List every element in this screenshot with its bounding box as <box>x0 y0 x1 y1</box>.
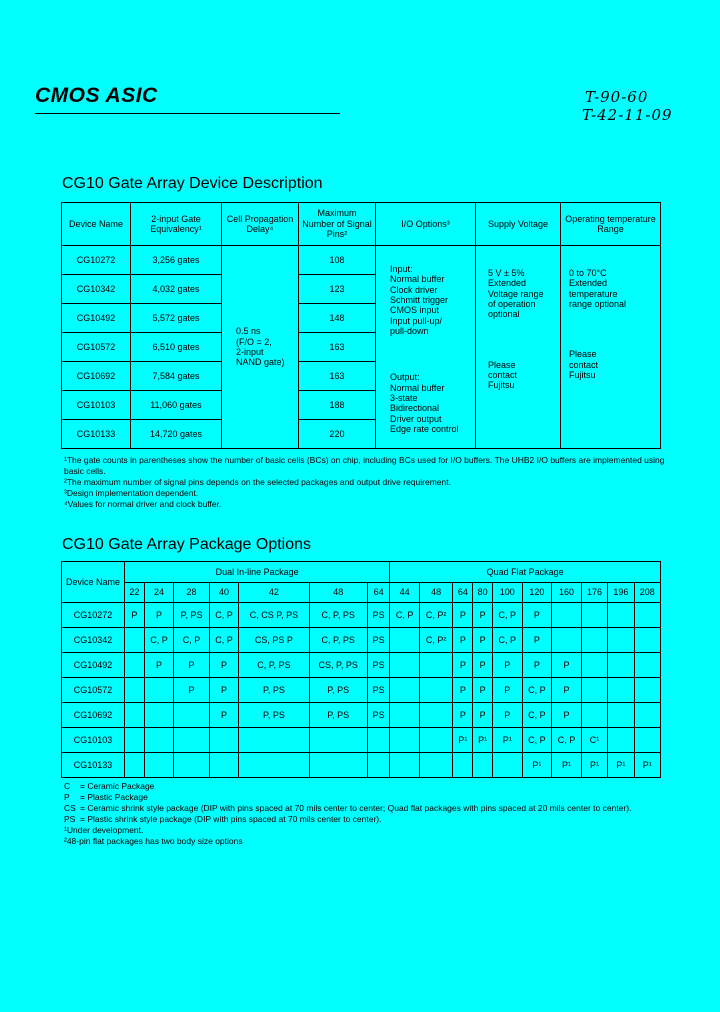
package-cell: C, P <box>492 628 522 653</box>
table-row <box>62 603 661 628</box>
package-cell: P¹ <box>581 753 607 778</box>
package-cell <box>144 678 174 703</box>
package-cell <box>634 628 660 653</box>
header-device-name: Device Name <box>62 203 131 246</box>
spacer <box>390 336 471 372</box>
signal-pins: 163 <box>299 333 376 362</box>
temp-line: 0 to 70°C <box>569 268 607 278</box>
pin-count: 44 <box>390 583 420 603</box>
package-cell <box>581 703 607 728</box>
gate-count: 5,572 gates <box>131 304 222 333</box>
device-name: CG10133 <box>62 420 131 449</box>
device-name: CG10492 <box>62 304 131 333</box>
device-name: CG10342 <box>62 628 125 653</box>
pin-count-row <box>62 583 661 603</box>
package-cell <box>367 753 389 778</box>
device-name: CG10133 <box>62 753 125 778</box>
package-cell <box>239 728 309 753</box>
temp-line: temperature <box>569 288 618 299</box>
package-cell <box>419 753 453 778</box>
footnote: ¹The gate counts in parentheses show the number of basic cells (BCs) on chip, including BCs used for I/O buffers. The UHB2 I/O buffers are implemented using basic cells. <box>64 455 665 477</box>
table-row <box>62 703 661 728</box>
io-line: pull-down <box>390 326 429 337</box>
header-gate-equivalency: 2-input Gate Equivalency¹ <box>131 203 222 246</box>
supply-line: Voltage range <box>488 288 544 299</box>
package-cell <box>608 603 634 628</box>
header-temperature-range: Operating temperature Range <box>561 203 661 246</box>
temp-line: range optional <box>569 299 627 310</box>
pin-count: 160 <box>552 583 582 603</box>
package-cell: C, P² <box>419 603 453 628</box>
supply-line: Fujitsu <box>488 380 515 391</box>
device-name: CG10103 <box>62 728 125 753</box>
package-legend <box>64 781 684 847</box>
signal-pins: 123 <box>299 275 376 304</box>
package-cell: PS <box>367 628 389 653</box>
pin-count: 48 <box>419 583 453 603</box>
legend-item <box>64 814 684 825</box>
signal-pins: 188 <box>299 391 376 420</box>
package-cell: P <box>174 678 209 703</box>
package-cell: P <box>473 703 493 728</box>
gate-count: 3,256 gates <box>131 246 222 275</box>
package-cell: C, P <box>522 678 552 703</box>
package-cell <box>608 628 634 653</box>
package-cell <box>125 703 145 728</box>
supply-line: 5 V ± 5% <box>488 268 525 278</box>
package-cell <box>209 753 239 778</box>
gate-count: 6,510 gates <box>131 333 222 362</box>
device-name: CG10272 <box>62 603 125 628</box>
package-cell <box>390 653 420 678</box>
package-cell: P <box>473 678 493 703</box>
package-cell <box>309 753 367 778</box>
io-line: Edge rate control <box>390 424 459 435</box>
package-cell <box>608 678 634 703</box>
signal-pins: 108 <box>299 246 376 275</box>
package-cell: P <box>522 628 552 653</box>
header-supply-voltage: Supply Voltage <box>476 203 561 246</box>
pin-count: 64 <box>367 583 389 603</box>
pin-count: 22 <box>125 583 145 603</box>
package-cell: P <box>492 678 522 703</box>
package-cell <box>419 678 453 703</box>
device-name: CG10572 <box>62 678 125 703</box>
package-cell <box>125 753 145 778</box>
delay-line: (F/O = 2, <box>236 336 272 347</box>
table-row <box>62 753 661 778</box>
description-title: CG10 Gate Array Device Description <box>62 175 323 192</box>
package-cell: C, P, PS <box>309 628 367 653</box>
package-cell: PS <box>367 703 389 728</box>
package-cell <box>552 603 582 628</box>
package-cell: P <box>125 603 145 628</box>
temp-line: Fujitsu <box>569 370 596 381</box>
io-line: Input pull-up/ <box>390 315 443 326</box>
package-cell: P¹ <box>492 728 522 753</box>
package-cell <box>390 703 420 728</box>
temp-line: contact <box>569 359 599 370</box>
package-cell: P, PS <box>239 678 309 703</box>
package-cell <box>552 628 582 653</box>
temperature-range-cell <box>561 246 661 449</box>
package-cell: P <box>473 603 493 628</box>
package-options-title: CG10 Gate Array Package Options <box>62 536 312 553</box>
footnote: ²The maximum number of signal pins depends on the selected packages and output drive requirement. <box>64 477 451 488</box>
package-cell <box>209 728 239 753</box>
io-line: 3-state <box>390 393 418 404</box>
pin-count: 196 <box>608 583 634 603</box>
package-cell <box>581 603 607 628</box>
supply-voltage-cell <box>476 246 561 449</box>
package-cell: C, P, PS <box>309 603 367 628</box>
package-cell: C, P <box>144 628 174 653</box>
legend-text: = Ceramic Package <box>80 781 155 791</box>
package-cell: P <box>473 628 493 653</box>
header-row <box>62 562 661 583</box>
device-name: CG10692 <box>62 362 131 391</box>
package-cell: P¹ <box>634 753 660 778</box>
package-cell <box>174 703 209 728</box>
package-cell <box>144 703 174 728</box>
device-name: CG10572 <box>62 333 131 362</box>
package-cell <box>390 753 420 778</box>
spacer <box>569 309 656 349</box>
package-cell <box>634 703 660 728</box>
header-row <box>62 203 661 246</box>
package-cell: C, P <box>522 703 552 728</box>
package-cell: P, PS <box>174 603 209 628</box>
io-line: Input: <box>390 264 413 274</box>
package-cell <box>492 753 522 778</box>
package-cell <box>634 603 660 628</box>
package-cell: P¹ <box>552 753 582 778</box>
legend-item <box>64 792 684 803</box>
io-line: Clock driver <box>390 284 438 295</box>
device-name: CG10492 <box>62 653 125 678</box>
package-cell: P <box>144 653 174 678</box>
signal-pins: 163 <box>299 362 376 391</box>
package-cell: P <box>522 603 552 628</box>
temp-line: Please <box>569 349 597 360</box>
gate-count: 7,584 gates <box>131 362 222 391</box>
pin-count: 42 <box>239 583 309 603</box>
package-cell: C, P <box>492 603 522 628</box>
spacer <box>488 320 556 360</box>
header-signal-pins: Maximum Number of Signal Pins² <box>299 203 376 246</box>
legend-key: C <box>64 781 71 791</box>
pin-count: 28 <box>174 583 209 603</box>
package-cell: PS <box>367 678 389 703</box>
io-line: CMOS input <box>390 305 440 316</box>
package-cell <box>634 678 660 703</box>
package-rows <box>62 603 661 778</box>
package-cell: C, P <box>209 603 239 628</box>
pin-count: 64 <box>453 583 473 603</box>
package-cell: P <box>453 628 473 653</box>
package-cell <box>419 728 453 753</box>
package-cell <box>239 753 309 778</box>
package-cell: P <box>492 703 522 728</box>
package-cell <box>125 653 145 678</box>
table-row <box>62 653 661 678</box>
package-cell <box>390 728 420 753</box>
package-cell <box>634 728 660 753</box>
pin-count: 176 <box>581 583 607 603</box>
package-cell <box>419 703 453 728</box>
description-footnotes <box>64 455 674 510</box>
footnote: ⁴Values for normal driver and clock buffer. <box>64 499 222 510</box>
package-cell <box>473 753 493 778</box>
package-cell <box>367 728 389 753</box>
pin-count: 48 <box>309 583 367 603</box>
package-cell: C, CS P, PS <box>239 603 309 628</box>
device-description-table <box>61 202 661 449</box>
package-cell: P <box>522 653 552 678</box>
package-cell: C, P <box>522 728 552 753</box>
package-cell: P <box>209 703 239 728</box>
supply-line: Extended <box>488 278 527 289</box>
gate-count: 11,060 gates <box>131 391 222 420</box>
pin-count: 24 <box>144 583 174 603</box>
footnote: ²48-pin flat packages has two body size options <box>64 836 243 847</box>
package-cell <box>390 628 420 653</box>
io-line: Normal buffer <box>390 274 445 285</box>
signal-pins: 148 <box>299 304 376 333</box>
pin-count: 80 <box>473 583 493 603</box>
io-line: Bidirectional <box>390 403 440 414</box>
header-propagation-delay: Cell Propagation Delay⁴ <box>222 203 299 246</box>
supply-line: optional <box>488 309 520 320</box>
package-cell: P <box>492 653 522 678</box>
package-cell: C, P, PS <box>239 653 309 678</box>
package-cell <box>419 653 453 678</box>
pin-count: 208 <box>634 583 660 603</box>
handwritten-code-2: T-42-11-09 <box>582 106 673 124</box>
package-cell <box>581 653 607 678</box>
package-cell: C, P <box>390 603 420 628</box>
supply-line: contact <box>488 370 518 381</box>
package-cell <box>144 728 174 753</box>
package-cell: C¹ <box>581 728 607 753</box>
package-cell: P <box>209 678 239 703</box>
header-device-name: Device Name <box>62 562 125 603</box>
io-options-cell <box>376 246 476 449</box>
table-row <box>62 246 661 275</box>
gate-count: 4,032 gates <box>131 275 222 304</box>
package-cell <box>125 628 145 653</box>
package-cell: P, PS <box>309 678 367 703</box>
handwritten-code-1: T-90-60 <box>585 88 649 106</box>
package-cell <box>390 678 420 703</box>
package-cell: C, P² <box>419 628 453 653</box>
footnote: ¹Under development. <box>64 825 144 836</box>
package-cell: P <box>473 653 493 678</box>
table-row <box>62 628 661 653</box>
io-line: Output: <box>390 372 420 383</box>
delay-line: NAND gate) <box>236 357 285 368</box>
table-row <box>62 678 661 703</box>
temp-line: Extended <box>569 278 608 289</box>
legend-key: PS <box>64 814 76 825</box>
page-title: CMOS ASIC <box>35 84 158 107</box>
package-cell: P <box>453 653 473 678</box>
io-line: Schmitt trigger <box>390 295 449 306</box>
package-cell <box>174 728 209 753</box>
package-cell <box>608 653 634 678</box>
device-name: CG10272 <box>62 246 131 275</box>
package-cell: P <box>453 678 473 703</box>
package-cell: CS, P, PS <box>309 653 367 678</box>
title-rule <box>35 113 340 114</box>
propagation-delay-cell <box>222 246 299 449</box>
package-cell: C, P <box>209 628 239 653</box>
package-cell: P <box>552 678 582 703</box>
package-cell: P¹ <box>473 728 493 753</box>
header-io-options: I/O Options³ <box>376 203 476 246</box>
package-cell: P <box>453 603 473 628</box>
legend-item <box>64 803 684 814</box>
package-cell <box>634 653 660 678</box>
package-cell <box>581 628 607 653</box>
package-cell: P <box>144 603 174 628</box>
legend-key: P <box>64 792 70 803</box>
legend-key: CS <box>64 803 76 814</box>
package-cell: P <box>209 653 239 678</box>
package-cell <box>125 678 145 703</box>
header-dual-inline-package: Dual In-line Package <box>125 562 390 583</box>
device-name: CG10692 <box>62 703 125 728</box>
package-cell: CS, PS P <box>239 628 309 653</box>
package-cell <box>174 753 209 778</box>
package-cell: P¹ <box>522 753 552 778</box>
package-cell: P¹ <box>608 753 634 778</box>
signal-pins: 220 <box>299 420 376 449</box>
package-cell <box>144 753 174 778</box>
package-cell <box>125 728 145 753</box>
package-cell: C, P <box>552 728 582 753</box>
package-cell: P, PS <box>309 703 367 728</box>
package-cell: C, P <box>174 628 209 653</box>
device-name: CG10342 <box>62 275 131 304</box>
delay-line: 2-input <box>236 347 264 357</box>
package-cell: PS <box>367 603 389 628</box>
package-cell: P <box>174 653 209 678</box>
pin-count: 40 <box>209 583 239 603</box>
package-cell <box>581 678 607 703</box>
legend-text: = Plastic shrink style package (DIP with pins spaced at 70 mils center to center). <box>80 814 382 825</box>
pin-count: 120 <box>522 583 552 603</box>
package-cell: P <box>552 703 582 728</box>
io-line: Driver output <box>390 413 442 424</box>
package-options-table <box>61 561 661 778</box>
gate-count: 14,720 gates <box>131 420 222 449</box>
package-cell: P¹ <box>453 728 473 753</box>
pin-count: 100 <box>492 583 522 603</box>
package-cell <box>309 728 367 753</box>
legend-text: = Ceramic shrink style package (DIP with pins spaced at 70 mils center to center; Quad flat packages with pins spaced at 20 mils center to center). <box>80 803 632 814</box>
header-quad-flat-package: Quad Flat Package <box>390 562 661 583</box>
package-cell <box>608 703 634 728</box>
package-cell <box>608 728 634 753</box>
supply-line: of operation <box>488 299 536 310</box>
legend-item <box>64 781 684 792</box>
package-cell: P, PS <box>239 703 309 728</box>
device-name: CG10103 <box>62 391 131 420</box>
package-cell: P <box>552 653 582 678</box>
delay-line: 0.5 ns <box>236 326 261 337</box>
table-row <box>62 728 661 753</box>
footnote: ³Design implementation dependent. <box>64 488 199 499</box>
package-cell <box>453 753 473 778</box>
package-cell: P <box>453 703 473 728</box>
supply-line: Please <box>488 359 516 370</box>
io-line: Normal buffer <box>390 382 445 393</box>
legend-text: = Plastic Package <box>80 792 148 803</box>
package-cell: PS <box>367 653 389 678</box>
